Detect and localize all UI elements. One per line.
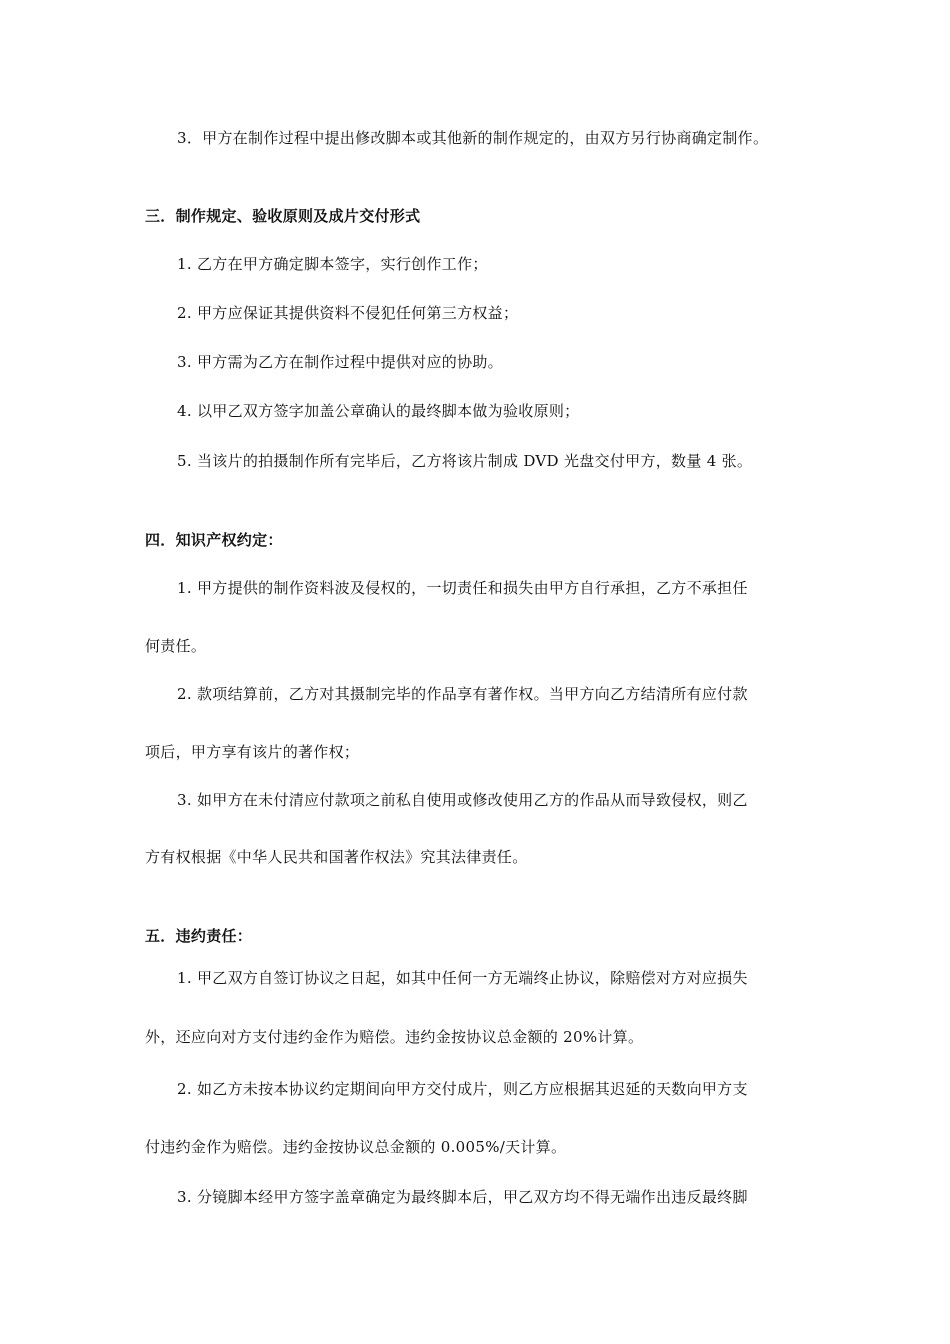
section-4-item-1-cont: 何责任。 bbox=[145, 637, 207, 655]
section-3-item-3: 3. 甲方需为乙方在制作过程中提供对应的协助。 bbox=[177, 353, 503, 371]
section-5-item-2-cont: 付违约金作为赔偿。违约金按协议总金额的 0.005%/天计算。 bbox=[145, 1138, 567, 1156]
section-4-item-3-cont: 方有权根据《中华人民共和国著作权法》究其法律责任。 bbox=[145, 848, 528, 866]
section-5-item-3: 3. 分镜脚本经甲方签字盖章确定为最终脚本后，甲乙双方均不得无端作出违反最终脚 bbox=[177, 1188, 748, 1206]
section-5-item-1: 1. 甲乙双方自签订协议之日起，如其中任何一方无端终止协议，除赔偿对方对应损失 bbox=[177, 969, 748, 987]
section-3-item-5: 5. 当该片的拍摄制作所有完毕后，乙方将该片制成 DVD 光盘交付甲方，数量 4 张。 bbox=[177, 452, 753, 470]
section-4-item-3: 3. 如甲方在未付清应付款项之前私自使用或修改使用乙方的作品从而导致侵权，则乙 bbox=[177, 791, 748, 809]
section-3-item-4: 4. 以甲乙双方签字加盖公章确认的最终脚本做为验收原则； bbox=[177, 402, 580, 420]
section-4-item-2: 2. 款项结算前，乙方对其摄制完毕的作品享有著作权。当甲方向乙方结清所有应付款 bbox=[177, 685, 748, 703]
section-4-heading: 四．知识产权约定： bbox=[145, 531, 283, 549]
section-5-heading: 五．违约责任： bbox=[145, 927, 253, 945]
section-4-item-2-cont: 项后，甲方享有该片的著作权； bbox=[145, 743, 360, 761]
section-5-item-2: 2. 如乙方未按本协议约定期间向甲方交付成片，则乙方应根据其迟延的天数向甲方支 bbox=[177, 1080, 748, 1098]
section-3-item-1: 1. 乙方在甲方确定脚本签字，实行创作工作； bbox=[177, 255, 488, 273]
clause-2-item-3: 3．甲方在制作过程中提出修改脚本或其他新的制作规定的，由双方另行协商确定制作。 bbox=[177, 129, 769, 147]
section-5-item-1-cont: 外，还应向对方支付违约金作为赔偿。违约金按协议总金额的 20%计算。 bbox=[145, 1028, 644, 1046]
section-3-item-2: 2. 甲方应保证其提供资料不侵犯任何第三方权益； bbox=[177, 304, 519, 322]
section-4-item-1: 1. 甲方提供的制作资料波及侵权的，一切责任和损失由甲方自行承担，乙方不承担任 bbox=[177, 579, 748, 597]
section-3-heading: 三．制作规定、验收原则及成片交付形式 bbox=[145, 207, 421, 225]
